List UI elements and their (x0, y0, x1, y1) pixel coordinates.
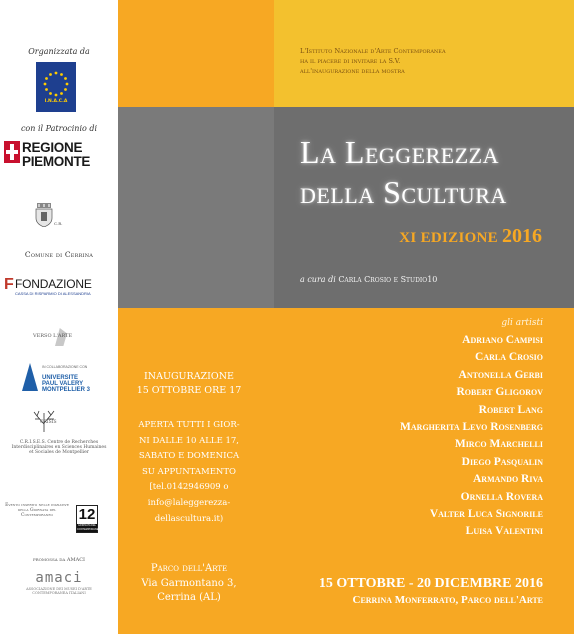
curator-line (300, 275, 437, 284)
artist-name: Adriano Campisi (462, 334, 543, 346)
giornata-number: 12 (78, 506, 96, 523)
verso-arte-logo (33, 328, 77, 348)
inauguration-line2: 15 OTTOBRE ORE 17 (136, 385, 242, 396)
exhibition-dates: 15 OTTOBRE - 20 DICEMBRE 2016 (318, 576, 543, 591)
intro-line1: L'Istituto Nazionale d'Arte Contemporanea (300, 47, 446, 55)
venue-city: Cerrina (AL) (157, 592, 221, 604)
artist-name: Mirco Marchelli (454, 438, 543, 451)
intro-line2: ha il piacere di invitare la S.V. (300, 57, 401, 65)
open-line: SABATO E DOMENICA (138, 451, 240, 462)
artist-name: Luisa Valentini (465, 525, 543, 538)
edition (372, 225, 542, 248)
eu-stars-icon (42, 70, 70, 98)
edition-year: 2016 (502, 225, 542, 247)
curator-names: Carla Crosio e Studio10 (338, 275, 438, 284)
venue-info (126, 562, 252, 606)
artist-name: Margherita Levo Rosenberg (400, 421, 543, 434)
organized-by-label: Organizzata da (28, 47, 90, 56)
sponsor-sidebar (0, 0, 118, 634)
artist-name: Diego Pasqualin (461, 455, 543, 468)
artist-name: Robert Lang (478, 403, 543, 416)
universite-name (42, 375, 90, 393)
inaca-logo (36, 62, 76, 112)
crisis-description: C.R.I.S.E.S. Centre de Recherches Interdisciplinaires en Sciences Humaines et Sociales de Montpellier (11, 440, 107, 455)
intro-line3: all'inaugurazione della mostra (300, 67, 405, 75)
exhibition-place: Cerrina Monferrato, Parco dell'Arte (352, 594, 543, 606)
universite-mark-icon (22, 363, 38, 391)
universite-logo (22, 363, 102, 395)
regione-line1: REGIONE (22, 140, 83, 155)
opening-hours (126, 418, 252, 527)
fondazione-word: FONDAZIONE (15, 277, 92, 291)
regione-piemonte-logo (22, 141, 118, 169)
comune-label: Comune di Cerrina (24, 250, 94, 259)
fondazione-mark: F (4, 276, 14, 293)
open-line: info@laleggerezza- (147, 497, 231, 508)
patronage-label: con il Patrocinio di (20, 124, 98, 133)
inauguration-info (126, 370, 252, 398)
inaca-logo-text: I.N.A.C.A (44, 99, 68, 104)
artist-name: Antonella Gerbi (458, 368, 543, 381)
amaci-promotion: promossa da AMACI (32, 557, 86, 563)
giornata-logo (76, 505, 101, 533)
giornata-text: Evento inserito nelle iniziative della Giornata del Contemporaneo (5, 503, 69, 518)
giornata-sub: GIORNATA DEL CONTEMPORANEO (77, 524, 101, 531)
universite-name-line1: UNIVERSITE (42, 375, 79, 381)
cerrina-crest-icon (34, 203, 54, 227)
open-line: [tel.0142946909 o (149, 482, 229, 493)
edition-label: XI EDIZIONE (399, 230, 498, 246)
artist-name: Ornella Rovera (460, 490, 543, 503)
amaci-logo: amaci (35, 570, 83, 586)
title-line2: della Scultura (300, 174, 507, 210)
artist-name: Robert Gligorov (456, 386, 543, 399)
universite-small-text: IN COLLABORAZIONE CON (42, 365, 88, 369)
artists-heading: gli artisti (501, 318, 543, 328)
venue-address: Via Garmontano 3, (141, 577, 237, 589)
venue-name: Parco dell'Arte (150, 563, 228, 574)
artist-name: Valter Luca Signorile (429, 508, 543, 521)
crest-caption: C.R. (54, 221, 63, 226)
fondazione-sub: CASSA DI RISPARMIO DI ALESSANDRIA (15, 291, 91, 296)
open-line: dellascultura.it) (154, 513, 224, 524)
inauguration-line1: INAUGURAZIONE (144, 371, 234, 382)
universite-name-line3: MONTPELLIER 3 (42, 387, 91, 393)
regione-line2: PIEMONTE (22, 154, 91, 169)
piemonte-flag-icon (4, 141, 20, 163)
open-line: APERTA TUTTI I GIOR- (138, 420, 240, 430)
artist-name: Armando Riva (472, 473, 543, 486)
invitation-intro (300, 46, 490, 76)
universite-name-line2: PAUL VALERY (42, 381, 84, 387)
artist-name: Carla Crosio (475, 351, 543, 364)
curator-prefix: a cura di (300, 275, 336, 284)
open-line: NI DALLE 10 ALLE 17, (138, 435, 240, 446)
verso-arte-text: VERSO L'ARTE (33, 333, 73, 339)
fondazione-logo (2, 276, 118, 298)
title-line1: La Leggerezza (300, 134, 500, 170)
open-line: SU APPUNTAMENTO (141, 466, 237, 477)
artists-list (300, 332, 543, 541)
amaci-sub: ASSOCIAZIONE DEI MUSEI D'ARTE CONTEMPORANEA ITALIANI (26, 587, 92, 595)
crisis-label: CRISIS (40, 420, 57, 425)
